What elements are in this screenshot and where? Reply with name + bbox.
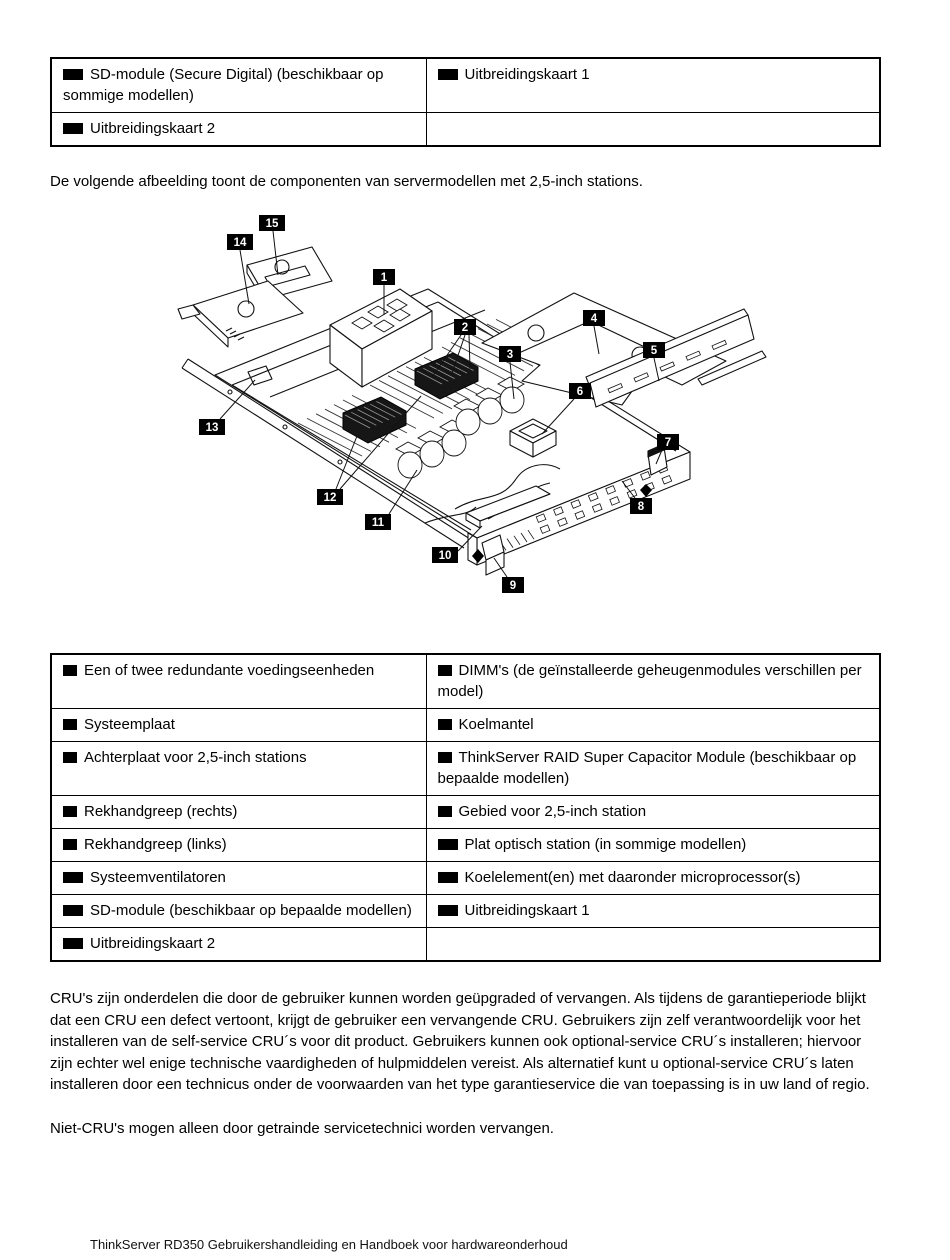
svg-text:7: 7 bbox=[664, 437, 672, 449]
component-cell bbox=[426, 928, 880, 962]
callout-label-13 bbox=[199, 419, 225, 435]
callout-label-14 bbox=[227, 234, 253, 250]
table-row bbox=[51, 709, 880, 742]
component-cell bbox=[426, 113, 880, 147]
component-label: Koelelement(en) met daaronder microprocessor(s) bbox=[464, 869, 801, 886]
table-row bbox=[51, 796, 880, 829]
component-label: Uitbreidingskaart 1 bbox=[464, 66, 590, 83]
server-diagram-figure bbox=[170, 207, 770, 607]
callout-label-8 bbox=[630, 498, 652, 514]
component-label: Systeemventilatoren bbox=[90, 869, 226, 886]
component-label: Rekhandgreep (links) bbox=[84, 836, 227, 853]
server-diagram-svg bbox=[170, 207, 770, 607]
svg-text:2: 2 bbox=[461, 322, 469, 334]
callout-label-7 bbox=[657, 434, 679, 450]
callout-marker bbox=[63, 69, 83, 80]
table-row bbox=[51, 58, 880, 113]
callout-label-15 bbox=[259, 215, 285, 231]
callout-marker bbox=[63, 905, 83, 916]
callout-marker bbox=[438, 752, 452, 763]
svg-text:9: 9 bbox=[509, 580, 517, 592]
table-row bbox=[51, 829, 880, 862]
svg-text:1: 1 bbox=[380, 272, 388, 284]
component-label: Uitbreidingskaart 1 bbox=[464, 902, 590, 919]
table-row bbox=[51, 895, 880, 928]
bottom-components-table bbox=[50, 653, 881, 962]
component-label: SD-module (Secure Digital) (beschikbaar op sommige modellen) bbox=[63, 66, 384, 104]
callout-marker bbox=[438, 839, 458, 850]
svg-text:3: 3 bbox=[506, 349, 514, 361]
table-row bbox=[51, 862, 880, 895]
component-label: Achterplaat voor 2,5-inch stations bbox=[84, 749, 307, 766]
table-row bbox=[51, 654, 880, 709]
callout-marker bbox=[438, 806, 452, 817]
callout-label-12 bbox=[317, 489, 343, 505]
callout-marker bbox=[438, 719, 452, 730]
callout-marker bbox=[438, 665, 452, 676]
component-cell bbox=[51, 862, 426, 895]
callout-label-2 bbox=[454, 319, 476, 335]
callout-marker bbox=[63, 752, 77, 763]
callout-label-10 bbox=[432, 547, 458, 563]
svg-text:12: 12 bbox=[323, 492, 337, 504]
svg-text:14: 14 bbox=[233, 237, 247, 249]
component-cell bbox=[51, 895, 426, 928]
component-cell bbox=[51, 796, 426, 829]
table-row bbox=[51, 742, 880, 796]
callout-marker bbox=[63, 839, 77, 850]
non-cru-paragraph: Niet-CRU's mogen alleen door getrainde servicetechnici worden vervangen. bbox=[50, 1119, 554, 1137]
callout-marker bbox=[63, 123, 83, 134]
component-cell bbox=[426, 862, 880, 895]
component-label: Uitbreidingskaart 2 bbox=[90, 935, 216, 952]
svg-text:10: 10 bbox=[438, 550, 452, 562]
component-cell bbox=[426, 58, 880, 113]
callout-label-3 bbox=[499, 346, 521, 362]
component-label: DIMM's (de geïnstalleerde geheugenmodules verschillen per model) bbox=[437, 662, 862, 700]
component-label: Rekhandgreep (rechts) bbox=[84, 803, 238, 820]
svg-text:8: 8 bbox=[637, 501, 645, 513]
svg-text:13: 13 bbox=[205, 422, 219, 434]
component-label: SD-module (beschikbaar op bepaalde modellen) bbox=[90, 902, 412, 919]
callout-marker bbox=[438, 872, 458, 883]
component-cell bbox=[426, 742, 880, 796]
component-cell bbox=[51, 709, 426, 742]
raid-super-capacitor bbox=[510, 419, 556, 457]
rack-handle-left bbox=[482, 535, 504, 575]
callout-marker bbox=[63, 938, 83, 949]
component-cell bbox=[426, 895, 880, 928]
component-cell bbox=[51, 654, 426, 709]
callout-marker bbox=[63, 665, 77, 676]
component-cell bbox=[51, 928, 426, 962]
footer-title: ThinkServer RD350 Gebruikershandleiding en Handboek voor hardwareonderhoud bbox=[90, 1237, 568, 1252]
component-label: Systeemplaat bbox=[84, 716, 175, 733]
svg-text:6: 6 bbox=[576, 386, 584, 398]
cru-paragraph: CRU's zijn onderdelen die door de gebruiker kunnen worden geüpgraded of vervangen. Als tijdens de garantieperiode blijkt dat een CRU een defect vertoont, krijgt de gebruiker een vervangende CRU. Gebruikers zijn zelf verantwoordelijk voor het installeren van de self-service CRU´s voor dit product. Gebruikers kunnen ook optional-service CRU´s installeren; hiervoor zijn echter wel enige technische vaardigheden of hulpmiddelen vereist. Als alternatief kunt u optional-service CRU´s laten installeren door een technicus onder de voorwaarden van het type garantieservice die van toepassing is in uw land of regio. bbox=[50, 990, 870, 1093]
component-label: Uitbreidingskaart 2 bbox=[90, 120, 216, 137]
callout-marker bbox=[63, 806, 77, 817]
component-cell bbox=[426, 709, 880, 742]
component-cell bbox=[426, 829, 880, 862]
callout-label-9 bbox=[502, 577, 524, 593]
component-cell bbox=[51, 742, 426, 796]
callout-marker bbox=[63, 719, 77, 730]
callout-marker bbox=[438, 69, 458, 80]
component-label: Koelmantel bbox=[458, 716, 534, 733]
callout-label-6 bbox=[569, 383, 591, 399]
svg-text:11: 11 bbox=[371, 517, 385, 529]
callout-marker bbox=[63, 872, 83, 883]
svg-text:5: 5 bbox=[650, 345, 658, 357]
component-label: Plat optisch station (in sommige modellen) bbox=[464, 836, 747, 853]
callout-label-11 bbox=[365, 514, 391, 530]
svg-text:4: 4 bbox=[590, 313, 598, 325]
component-cell bbox=[51, 58, 426, 113]
callout-label-1 bbox=[373, 269, 395, 285]
callout-label-4 bbox=[583, 310, 605, 326]
callout-label-5 bbox=[643, 342, 665, 358]
table-row bbox=[51, 928, 880, 962]
top-components-table bbox=[50, 57, 881, 147]
component-label: ThinkServer RAID Super Capacitor Module (beschikbaar op bepaalde modellen) bbox=[437, 749, 857, 787]
component-label: Gebied voor 2,5-inch station bbox=[458, 803, 647, 820]
component-label: Een of twee redundante voedingseenheden bbox=[84, 662, 375, 679]
intro-paragraph: De volgende afbeelding toont de componenten van servermodellen met 2,5-inch stations. bbox=[50, 173, 643, 190]
component-cell bbox=[51, 829, 426, 862]
component-cell bbox=[51, 113, 426, 147]
callout-marker bbox=[438, 905, 458, 916]
table-row bbox=[51, 113, 880, 147]
component-cell bbox=[426, 654, 880, 709]
svg-text:15: 15 bbox=[265, 218, 279, 230]
component-cell bbox=[426, 796, 880, 829]
